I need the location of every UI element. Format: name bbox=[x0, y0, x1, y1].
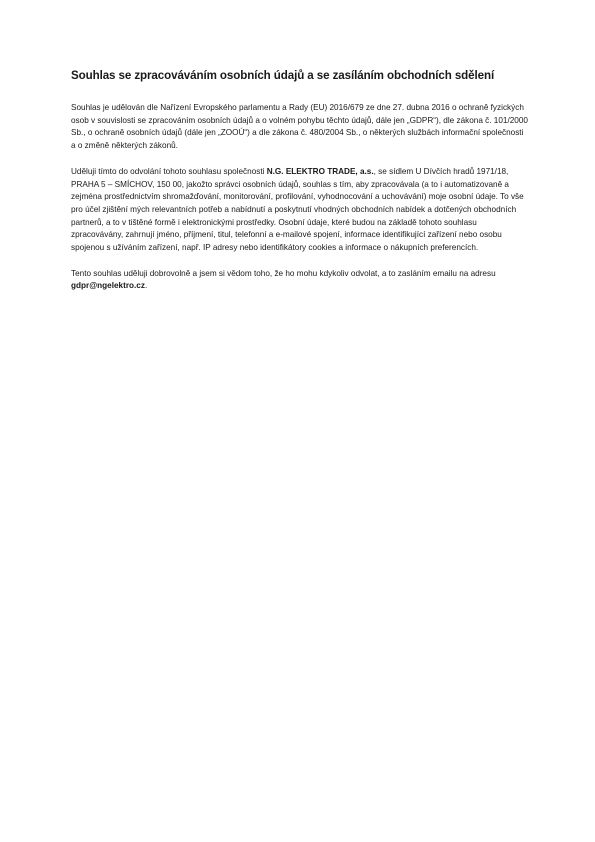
paragraph-consent-details bbox=[71, 166, 529, 255]
withdrawal-text-end: . bbox=[144, 281, 148, 291]
paragraph-withdrawal bbox=[71, 268, 529, 293]
consent-text-intro: Uděluji tímto do odvolání tohoto souhlasu společnosti bbox=[71, 166, 267, 176]
withdrawal-text: Tento souhlas uděluji dobrovolně a jsem si vědom toho, že ho mohu kdykoliv odvolat, a to zasláním emailu na adresu bbox=[71, 268, 496, 278]
paragraph-legal-basis: Souhlas je udělován dle Nařízení Evropského parlamentu a Rady (EU) 2016/679 ze dne 27. dubna 2016 o ochraně fyzických osob v souvislosti se zpracováním osobních údajů a o volném pohybu těchto údajů, dále jen „GDPR“), dle zákona č. 101/2000 Sb., o ochraně osobních údajů (dále jen „ZOOÚ“) a dle zákona č. 480/2004 Sb., o některých službách informační společnosti a o změně některých zákonů. bbox=[71, 103, 528, 151]
contact-email: gdpr@ngelektro.cz bbox=[71, 281, 145, 291]
company-name: N.G. ELEKTRO TRADE, a.s. bbox=[266, 166, 374, 176]
consent-text-body: , se sídlem U Dívčích hradů 1971/18, PRAHA 5 – SMÍCHOV, 150 00, jakožto správci osobních údajů, souhlas s tím, aby zpracovávala (a to i automatizovaně a zejména prostřednictvím shromažďování, monitorování, profilování, vyhodnocování a uchovávání) moje osobní údaje. To vše pro účel zjištění mých relevantních potřeb a nabídnutí a poskytnutí vhodných obchodních nabídek a dotčených obchodních partnerů, a to v tištěné formě i elektronickými prostředky. Osobní údaje, které budou na základě tohoto souhlasu zpracovávány, zahrnují jméno, příjmení, titul, telefonní a e-mailové spojení, informace identifikující zařízení nebo osobu spojenou s užíváním zařízení, např. IP adresy nebo identifikátory cookies a informace o nákupních preferencích. bbox=[71, 166, 524, 253]
document-title: Souhlas se zpracováváním osobních údajů a se zasíláním obchodních sdělení bbox=[71, 69, 495, 82]
document-page bbox=[71, 68, 529, 306]
